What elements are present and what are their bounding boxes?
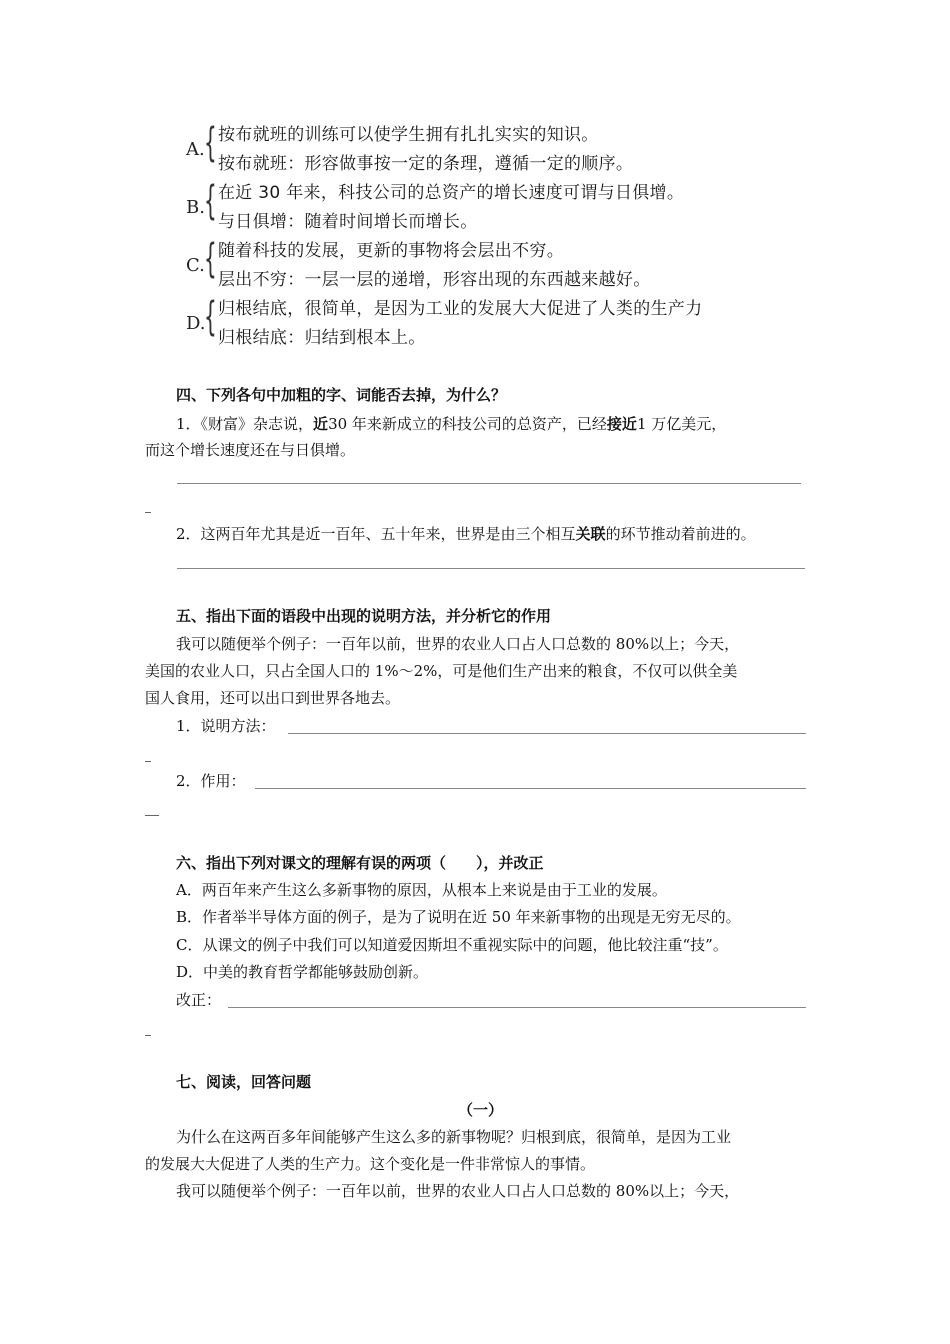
answer-line-tail	[145, 512, 151, 513]
answer-line[interactable]	[255, 788, 806, 789]
section-7-heading: 七、阅读，回答问题	[176, 1073, 312, 1091]
brace-icon: {	[204, 120, 217, 166]
answer-line[interactable]	[177, 568, 805, 569]
q2-bold-word: 关联	[575, 525, 606, 543]
answer-line-tail	[145, 761, 151, 762]
s7-paragraph-line: 的发展大大促进了人类的生产力。这个变化是一件非常惊人的事情。	[145, 1155, 596, 1173]
s4-question-1	[176, 414, 726, 434]
option-letter: B.	[186, 197, 205, 218]
option-letter: C.	[186, 255, 205, 276]
option-line: 按布就班：形容做事按一定的条理，遵循一定的顺序。	[218, 154, 634, 174]
option-line: 按布就班的训练可以使学生拥有扎扎实实的知识。	[218, 125, 599, 145]
q2-text: 的环节推动着前进的。	[605, 525, 756, 543]
s6-fix-label: 改正：	[176, 991, 222, 1009]
answer-line[interactable]	[177, 483, 801, 484]
answer-line[interactable]	[228, 1007, 806, 1008]
section-5-heading: 五、指出下面的语段中出现的说明方法，并分析它的作用	[176, 607, 552, 625]
brace-icon: {	[204, 294, 217, 340]
q2-text: 2．这两百年尤其是近一百年、五十年来，世界是由三个相互	[176, 525, 576, 543]
s5-paragraph-line: 国人食用，还可以出口到世界各地去。	[145, 689, 401, 707]
option-line: 与日俱增：随着时间增长而增长。	[218, 212, 478, 232]
answer-line-tail	[145, 1035, 151, 1036]
s5-question-2: 2．作用：	[176, 772, 246, 790]
s4-question-2	[176, 524, 756, 544]
sub-heading: （一）	[458, 1101, 504, 1119]
s6-option-b: B．作者举半导体方面的例子，是为了说明在近 50 年来新事物的出现是无穷无尽的。	[176, 908, 741, 926]
brace-icon: {	[204, 236, 217, 282]
s5-question-1: 1．说明方法：	[176, 717, 276, 735]
s4-question-1-line2: 而这个增长速度还在与日俱增。	[145, 441, 356, 459]
option-line: 归根结底：归结到根本上。	[218, 328, 426, 348]
q1-text: 1 万亿美元，	[636, 415, 727, 433]
section-6-heading: 六、指出下列对课文的理解有误的两项（ ），并改正	[176, 854, 544, 872]
option-line: 层出不穷：一层一层的递增，形容出现的东西越来越好。	[218, 270, 651, 290]
s6-option-a: A．两百年来产生这么多新事物的原因，从根本上来说是由于工业的发展。	[176, 881, 667, 899]
option-letter: D.	[186, 313, 206, 334]
answer-line[interactable]	[288, 733, 806, 734]
answer-line-tail	[145, 815, 159, 816]
q1-bold-word: 近	[313, 415, 329, 433]
option-letter: A.	[186, 139, 205, 160]
option-line: 在近 30 年来，科技公司的总资产的增长速度可谓与日俱增。	[218, 183, 685, 203]
option-line: 归根结底，很简单，是因为工业的发展大大促进了人类的生产力	[218, 299, 703, 319]
brace-icon: {	[204, 178, 217, 224]
q1-bold-word: 接近	[606, 415, 637, 433]
option-line: 随着科技的发展，更新的事物将会层出不穷。	[218, 241, 564, 261]
s6-option-c: C．从课文的例子中我们可以知道爱因斯坦不重视实际中的问题，他比较注重“技”。	[176, 936, 728, 954]
s6-option-d: D．中美的教育哲学都能够鼓励创新。	[176, 963, 429, 981]
s5-paragraph-line: 美国的农业人口，只占全国人口的 1%～2%，可是他们生产出来的粮食，不仅可以供全美	[145, 662, 738, 680]
s7-paragraph-line: 为什么在这两百多年间能够产生这么多的新事物呢？归根到底，很简单，是因为工业	[176, 1128, 732, 1146]
s5-paragraph-line: 我可以随便举个例子：一百年以前，世界的农业人口占人口总数的 80%以上；今天，	[176, 635, 740, 653]
section-4-heading: 四、下列各句中加粗的字、词能否去掉，为什么？	[176, 386, 507, 404]
q1-text: 1．《财富》杂志说，	[176, 415, 314, 433]
s7-paragraph-line: 我可以随便举个例子：一百年以前，世界的农业人口占人口总数的 80%以上；今天，	[176, 1182, 740, 1200]
q1-text: 30 年来新成立的科技公司的总资产，已经	[328, 415, 607, 433]
